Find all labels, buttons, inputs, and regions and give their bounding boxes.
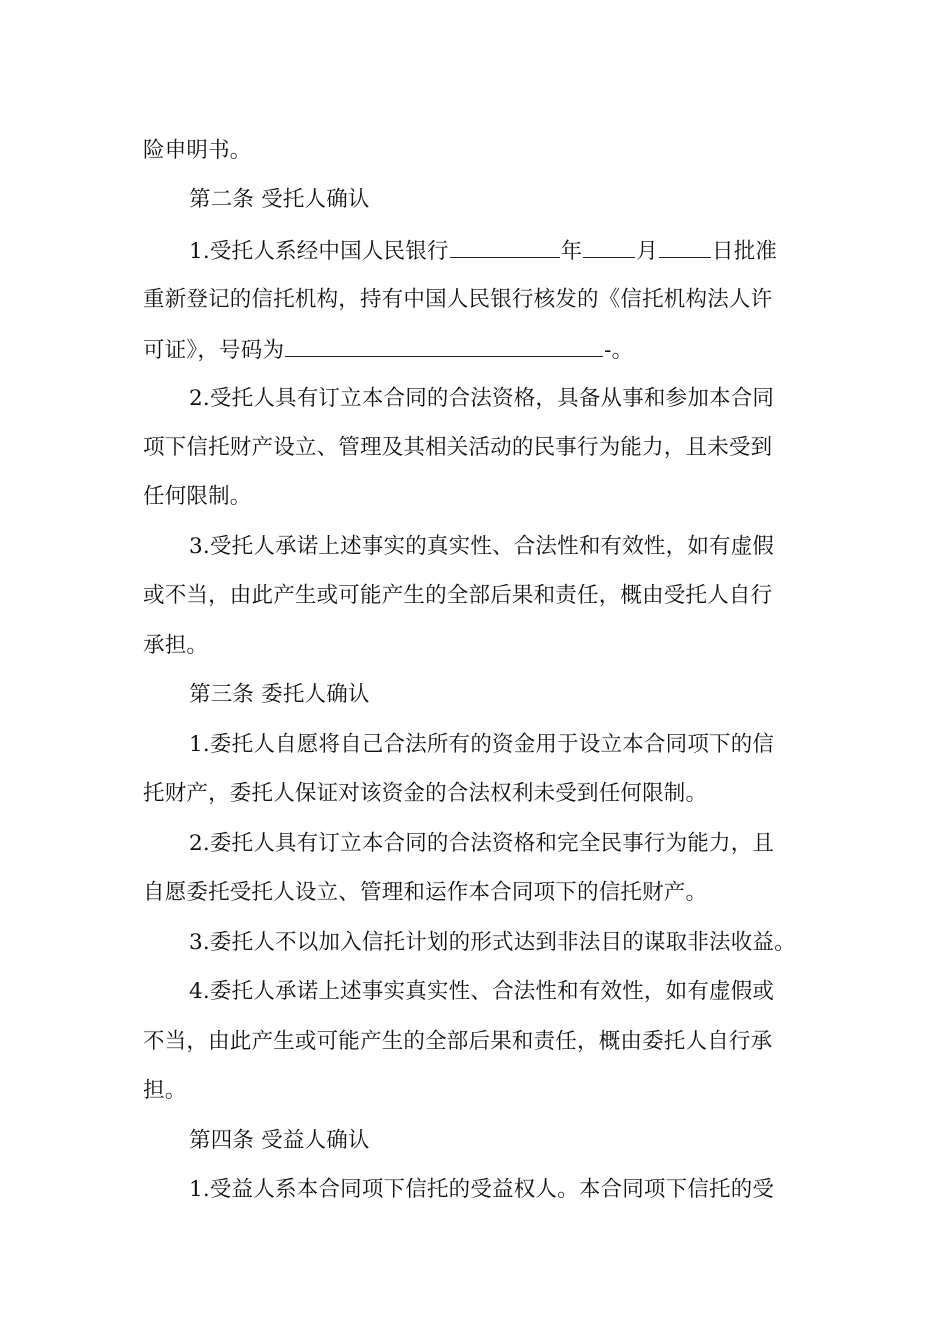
line-text: -。 [604,338,634,363]
article-heading-4 [189,1126,370,1156]
line-text: 1.委托人自愿将自己合法所有的资金用于设立本合同项下的信 [189,732,775,757]
line-text: 3.委托人不以加入信托计划的形式达到非法目的谋取非法收益。 [189,930,796,955]
line-text: 年 [560,239,583,264]
blank-field-license-number [285,334,603,357]
article-heading-2 [189,185,370,215]
line-text: 或不当，由此产生或可能产生的全部后果和责任，概由受托人自行 [143,583,773,608]
paragraph-line [143,631,208,661]
line-text: 2.受托人具有订立本合同的合法资格，具备从事和参加本合同 [189,386,775,411]
line-text: 承担。 [143,633,209,658]
line-text: 险申明书。 [143,138,252,163]
heading-text: 第四条 受益人确认 [189,1128,370,1153]
line-text: 2.委托人具有订立本合同的合法资格和完全民事行为能力，且 [189,831,775,856]
line-text: 项下信托财产设立、管理及其相关活动的民事行为能力，且未受到 [143,435,773,460]
line-text: 1.受益人系本合同项下信托的受益权人。本合同项下信托的受 [189,1177,775,1202]
line-text: 托财产，委托人保证对该资金的合法权利未受到任何限制。 [143,781,708,806]
paragraph-line [143,433,772,463]
line-text: 日批准 [712,239,778,264]
blank-field-day [659,235,711,258]
paragraph-line [189,730,774,760]
paragraph-line [143,482,252,512]
paragraph-line [189,928,796,958]
heading-text: 第三条 委托人确认 [189,682,370,707]
line-text: 担。 [143,1078,187,1103]
paragraph-line [143,779,707,809]
line-text: 3.受托人承诺上述事实的真实性、合法性和有效性，如有虚假 [189,534,775,559]
paragraph-line [143,878,707,908]
line-text: 任何限制。 [143,484,252,509]
line-text: 可证》，号码为 [143,338,285,363]
line-text: 不当，由此产生或可能产生的全部后果和责任，概由委托人自行承 [143,1029,773,1054]
paragraph-line [189,1175,774,1205]
line-text: 重新登记的信托机构，持有中国人民银行核发的《信托机构法人许 [143,287,773,312]
paragraph-line [143,136,252,166]
heading-text: 第二条 受托人确认 [189,187,370,212]
paragraph-line [143,1076,186,1106]
paragraph-line [143,1027,772,1057]
article-heading-3 [189,680,370,710]
blank-field-month [583,235,635,258]
paragraph-line [143,285,772,315]
paragraph-line [189,532,774,562]
paragraph-line [143,581,772,611]
line-text: 月 [636,239,659,264]
line-text: 4.委托人承诺上述事实真实性、合法性和有效性，如有虚假或 [189,979,775,1004]
paragraph-line [189,977,774,1007]
paragraph-line [143,334,633,364]
paragraph-line [189,235,777,265]
line-text: 自愿委托受托人设立、管理和运作本合同项下的信托财产。 [143,880,708,905]
paragraph-line [189,384,774,414]
paragraph-line [189,829,774,859]
line-text: 1.受托人系经中国人民银行 [189,239,449,264]
blank-field-year [450,235,560,258]
